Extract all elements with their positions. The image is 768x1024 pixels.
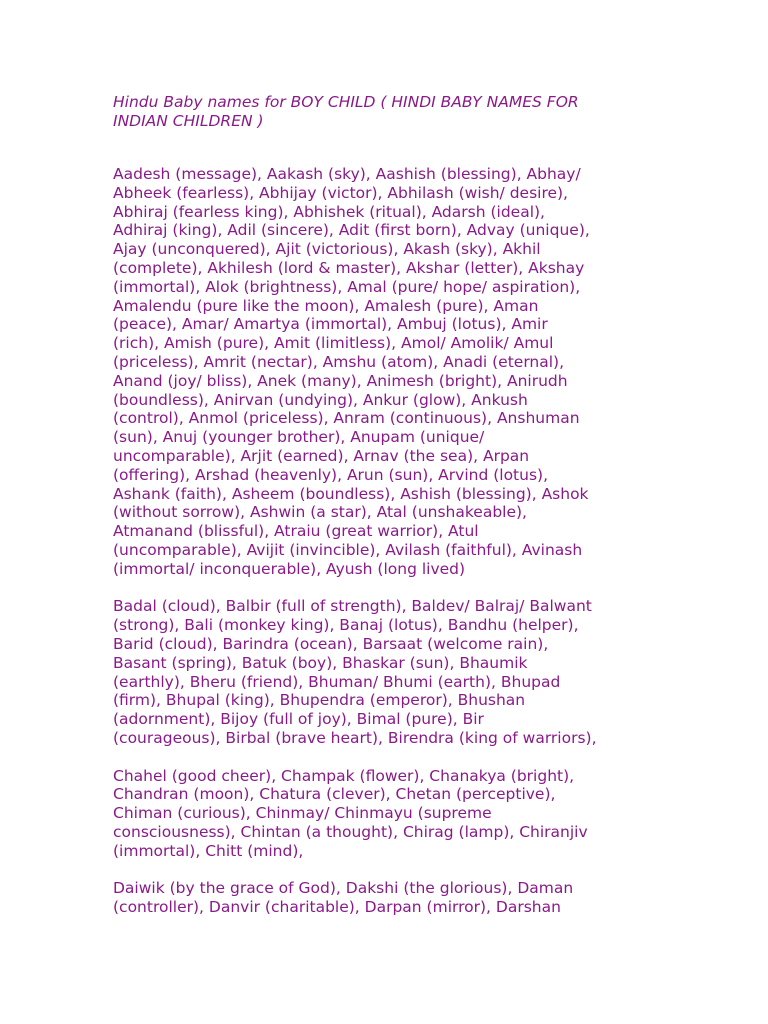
text-line: Abheek (fearless), Abhijay (victor), Abhilash (wish/ desire), <box>113 183 568 202</box>
paragraph-c-names <box>113 767 673 861</box>
title-line: Hindu Baby names for BOY CHILD ( HINDI BABY NAMES FOR <box>113 93 579 111</box>
text-line: (boundless), Anirvan (undying), Ankur (glow), Ankush <box>113 390 528 409</box>
text-line: (peace), Amar/ Amartya (immortal), Ambuj (lotus), Amir <box>113 315 548 334</box>
text-line: (courageous), Birbal (brave heart), Birendra (king of warriors), <box>113 728 597 747</box>
text-line: Atmanand (blissful), Atraiu (great warrior), Atul <box>113 522 479 541</box>
text-line: (immortal), Alok (brightness), Amal (pure/ hope/ aspiration), <box>113 277 581 296</box>
text-line: (offering), Arshad (heavenly), Arun (sun), Arvind (lotus), <box>113 465 548 484</box>
text-line: Adhiraj (king), Adil (sincere), Adit (first born), Advay (unique), <box>113 221 590 240</box>
document-body <box>113 165 673 936</box>
document-title <box>113 93 673 131</box>
text-line: Ajay (unconquered), Ajit (victorious), Akash (sky), Akhil <box>113 240 541 259</box>
text-line: (priceless), Amrit (nectar), Amshu (atom), Anadi (eternal), <box>113 352 565 371</box>
text-line: (strong), Bali (monkey king), Banaj (lotus), Bandhu (helper), <box>113 616 579 635</box>
text-line: (controller), Danvir (charitable), Darpan (mirror), Darshan <box>113 898 561 917</box>
text-line: (without sorrow), Ashwin (a star), Atal (unshakeable), <box>113 503 527 522</box>
text-line: (firm), Bhupal (king), Bhupendra (emperor), Bhushan <box>113 691 526 710</box>
text-line: (control), Anmol (priceless), Anram (continuous), Anshuman <box>113 409 580 428</box>
text-line: Chahel (good cheer), Champak (flower), Chanakya (bright), <box>113 766 575 785</box>
text-line: (complete), Akhilesh (lord & master), Akshar (letter), Akshay <box>113 258 585 277</box>
text-line: Amalendu (pure like the moon), Amalesh (pure), Aman <box>113 296 539 315</box>
text-line: (earthly), Bheru (friend), Bhuman/ Bhumi (earth), Bhupad <box>113 672 561 691</box>
paragraph-d-names <box>113 879 673 917</box>
text-line: Daiwik (by the grace of God), Dakshi (the glorious), Daman <box>113 879 574 898</box>
title-line: INDIAN CHILDREN ) <box>113 112 264 130</box>
text-line: Abhiraj (fearless king), Abhishek (ritual), Adarsh (ideal), <box>113 202 545 221</box>
text-line: Aadesh (message), Aakash (sky), Aashish (blessing), Abhay/ <box>113 165 581 183</box>
text-line: (adornment), Bijoy (full of joy), Bimal (pure), Bir <box>113 710 484 729</box>
paragraph-b-names <box>113 597 673 747</box>
paragraph-a-names <box>113 165 673 579</box>
text-line: (immortal), Chitt (mind), <box>113 841 304 860</box>
text-line: Anand (joy/ bliss), Anek (many), Animesh (bright), Anirudh <box>113 371 568 390</box>
text-line: (rich), Amish (pure), Amit (limitless), Amol/ Amolik/ Amul <box>113 334 554 353</box>
text-line: Ashank (faith), Asheem (boundless), Ashish (blessing), Ashok <box>113 484 589 503</box>
text-line: (immortal/ inconquerable), Ayush (long lived) <box>113 559 466 578</box>
text-line: Chandran (moon), Chatura (clever), Chetan (perceptive), <box>113 785 556 804</box>
text-line: consciousness), Chintan (a thought), Chirag (lamp), Chiranjiv <box>113 822 588 841</box>
text-line: (sun), Anuj (younger brother), Anupam (unique/ <box>113 428 485 447</box>
text-line: Basant (spring), Batuk (boy), Bhaskar (sun), Bhaumik <box>113 653 528 672</box>
text-line: Chiman (curious), Chinmay/ Chinmayu (supreme <box>113 804 492 823</box>
text-line: uncomparable), Arjit (earned), Arnav (the sea), Arpan <box>113 446 530 465</box>
text-line: Barid (cloud), Barindra (ocean), Barsaat (welcome rain), <box>113 634 549 653</box>
text-line: Badal (cloud), Balbir (full of strength), Baldev/ Balraj/ Balwant <box>113 597 592 616</box>
text-line: (uncomparable), Avijit (invincible), Avilash (faithful), Avinash <box>113 540 583 559</box>
